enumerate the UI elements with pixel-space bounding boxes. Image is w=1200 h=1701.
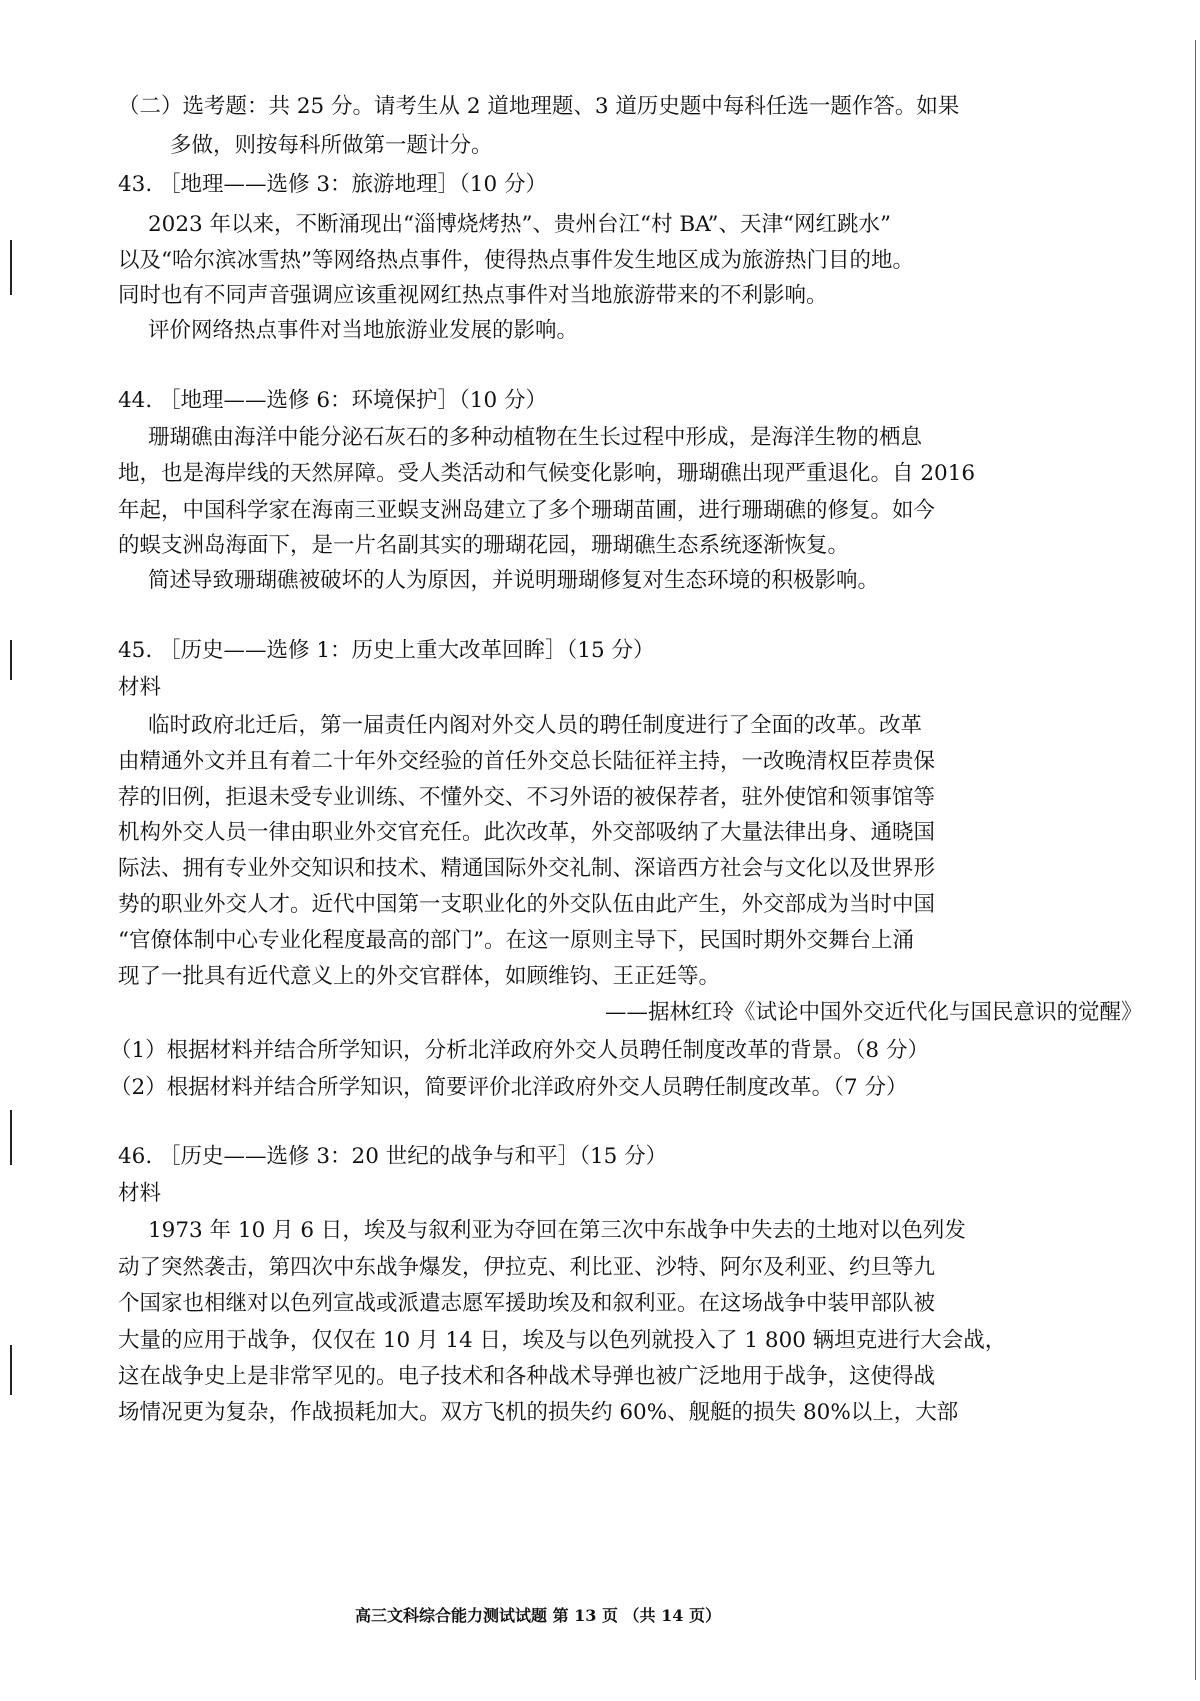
scan-edge-mark — [10, 1345, 12, 1395]
q44-para-line-3: 年起，中国科学家在海南三亚蜈支洲岛建立了多个珊瑚苗圃，进行珊瑚礁的修复。如今 — [118, 498, 936, 523]
q43-question: 评价网络热点事件对当地旅游业发展的影响。 — [148, 318, 579, 343]
q44-question: 简述导致珊瑚礁被破坏的人为原因，并说明珊瑚修复对生态环境的积极影响。 — [148, 568, 880, 593]
section-intro-line-2: 多做，则按每科所做第一题计分。 — [170, 133, 493, 158]
q44-para-line-2: 地，也是海岸线的天然屏障。受人类活动和气候变化影响，珊瑚礁出现严重退化。自 2016 — [118, 461, 976, 486]
scan-edge-mark — [10, 640, 12, 680]
q46-para-line-6: 场情况更为复杂，作战损耗加大。双方飞机的损失约 60%、舰艇的损失 80%以上，大部 — [118, 1400, 959, 1425]
q45-para-line-6: 势的职业外交人才。近代中国第一支职业化的外交队伍由此产生，外交部成为当时中国 — [118, 892, 936, 917]
scan-edge-mark — [1195, 40, 1196, 1680]
q43-para-line-2: 以及“哈尔滨冰雪热”等网络热点事件，使得热点事件发生地区成为旅游热门目的地。 — [118, 248, 914, 273]
q43-para-line-1: 2023 年以来，不断涌现出“淄博烧烤热”、贵州台江“村 BA”、天津“网红跳水” — [148, 212, 892, 237]
q45-subq-1: （1）根据材料并结合所学知识，分析北洋政府外交人员聘任制度改革的背景。（8 分） — [110, 1038, 929, 1063]
q45-para-line-4: 机构外交人员一律由职业外交官充任。此次改革，外交部吸纳了大量法律出身、通晓国 — [118, 820, 936, 845]
q46-heading: 46. ［历史——选修 3：20 世纪的战争与和平］（15 分） — [118, 1144, 668, 1169]
q44-para-line-4: 的蜈支洲岛海面下，是一片名副其实的珊瑚花园，珊瑚礁生态系统逐渐恢复。 — [118, 533, 850, 558]
q45-material-label: 材料 — [118, 675, 162, 700]
q45-para-line-2: 由精通外文并且有着二十年外交经验的首任外交总长陆征祥主持，一改晚清权臣荐贵保 — [118, 749, 936, 774]
q45-para-line-8: 现了一批具有近代意义上的外交官群体，如顾维钧、王正廷等。 — [118, 964, 721, 989]
q45-subq-2: （2）根据材料并结合所学知识，简要评价北洋政府外交人员聘任制度改革。（7 分） — [110, 1075, 908, 1100]
q44-heading: 44. ［地理——选修 6：环境保护］（10 分） — [118, 388, 547, 413]
q44-para-line-1: 珊瑚礁由海洋中能分泌石灰石的多种动植物在生长过程中形成，是海洋生物的栖息 — [148, 425, 923, 450]
q45-heading: 45. ［历史——选修 1：历史上重大改革回眸］（15 分） — [118, 638, 655, 663]
q45-para-line-1: 临时政府北迁后，第一届责任内阁对外交人员的聘任制度进行了全面的改革。改革 — [148, 713, 923, 738]
q46-para-line-3: 个国家也相继对以色列宣战或派遣志愿军援助埃及和叙利亚。在这场战争中装甲部队被 — [118, 1291, 936, 1316]
q45-para-line-7: “官僚体制中心专业化程度最高的部门”。在这一原则主导下，民国时期外交舞台上涌 — [118, 928, 914, 953]
q43-para-line-3: 同时也有不同声音强调应该重视网红热点事件对当地旅游带来的不利影响。 — [118, 283, 828, 308]
q46-para-line-1: 1973 年 10 月 6 日，埃及与叙利亚为夺回在第三次中东战争中失去的土地对以色列发 — [148, 1218, 966, 1243]
q46-para-line-4: 大量的应用于战争，仅仅在 10 月 14 日，埃及与以色列就投入了 1 800 辆坦克进行大会战， — [118, 1328, 1007, 1353]
q45-para-line-5: 际法、拥有专业外交知识和技术、精通国际外交礼制、深谙西方社会与文化以及世界形 — [118, 856, 936, 881]
page-footer: 高三文科综合能力测试试题 第 13 页 （共 14 页） — [355, 1606, 721, 1625]
q46-para-line-5: 这在战争史上是非常罕见的。电子技术和各种战术导弹也被广泛地用于战争，这使得战 — [118, 1364, 936, 1389]
scan-edge-mark — [10, 1110, 12, 1165]
q45-para-line-3: 荐的旧例，拒退未受专业训练、不懂外交、不习外语的被保荐者，驻外使馆和领事馆等 — [118, 785, 936, 810]
q46-para-line-2: 动了突然袭击，第四次中东战争爆发，伊拉克、利比亚、沙特、阿尔及利亚、约旦等九 — [118, 1255, 936, 1280]
q45-source: ——据林红玲《试论中国外交近代化与国民意识的觉醒》 — [605, 1000, 1143, 1025]
q46-material-label: 材料 — [118, 1181, 162, 1206]
scan-edge-mark — [10, 240, 12, 295]
section-intro-line-1: （二）选考题：共 25 分。请考生从 2 道地理题、3 道历史题中每科任选一题作答。如果 — [118, 94, 960, 119]
q43-heading: 43. ［地理——选修 3：旅游地理］（10 分） — [118, 172, 547, 197]
